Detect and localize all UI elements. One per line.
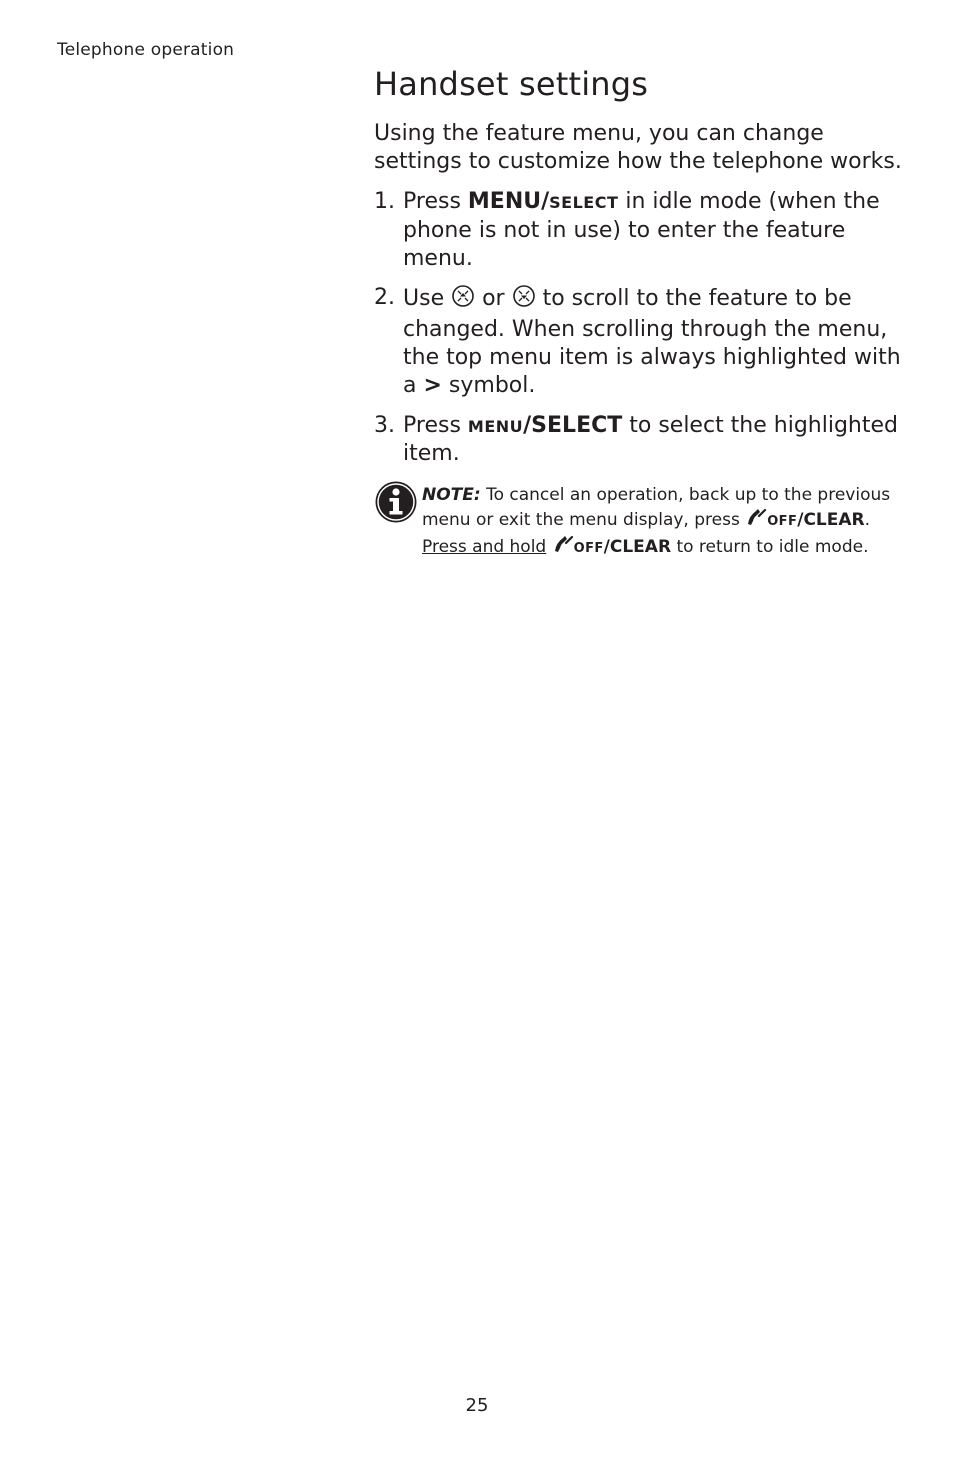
page-number: 25 [465,1395,489,1416]
off-key-smallcaps: OFF [573,541,604,557]
step-text: or [482,286,512,312]
select-key-label: /SELECT [523,412,623,438]
steps-list [374,188,914,468]
clear-key-label: /CLEAR [603,537,672,558]
step-text: Use [403,286,452,312]
step-text: Press [403,189,468,214]
note-text: to return to idle mode. [671,537,869,558]
step-text: symbol. [441,372,536,398]
step-text: to scroll to the feature to be changed. When scrolling through the menu, the top menu item is always highlighted with a [403,286,901,398]
note-label: NOTE: [422,485,481,506]
menu-key-smallcaps: MENU [467,416,524,436]
note-text: . [864,510,871,531]
menu-select-key-label: MENU/ [467,189,550,214]
phone-off-icon [552,534,574,561]
note-box [374,484,914,561]
step-number: 3. [374,412,395,438]
clear-key-label: /CLEAR [797,510,865,531]
page-title: Handset settings [374,65,649,103]
info-icon [374,480,418,531]
nav-up-icon [451,284,475,316]
nav-down-icon [512,284,536,316]
step-3 [374,412,914,469]
section-label: Telephone operation [57,40,235,60]
step-number: 1. [374,189,395,214]
off-key-smallcaps: OFF [767,514,798,530]
step-text: in idle mode (when the phone is not in use) to enter the feature menu. [403,189,880,271]
step-text: to select the highlighted item. [403,412,899,467]
highlight-symbol: > [423,372,442,398]
step-number: 2. [374,285,395,311]
select-key-smallcaps: SELECT [549,193,619,212]
step-text: Press [403,412,468,438]
intro-paragraph: Using the feature menu, you can change settings to customize how the telephone works. [374,121,902,174]
phone-off-icon [745,507,767,534]
note-text: To cancel an operation, back up to the previous menu or exit the menu display, press [422,485,891,531]
step-2 [374,284,914,399]
step-1 [374,188,914,272]
press-and-hold-text: Press and hold [422,537,547,558]
main-content [374,64,914,561]
